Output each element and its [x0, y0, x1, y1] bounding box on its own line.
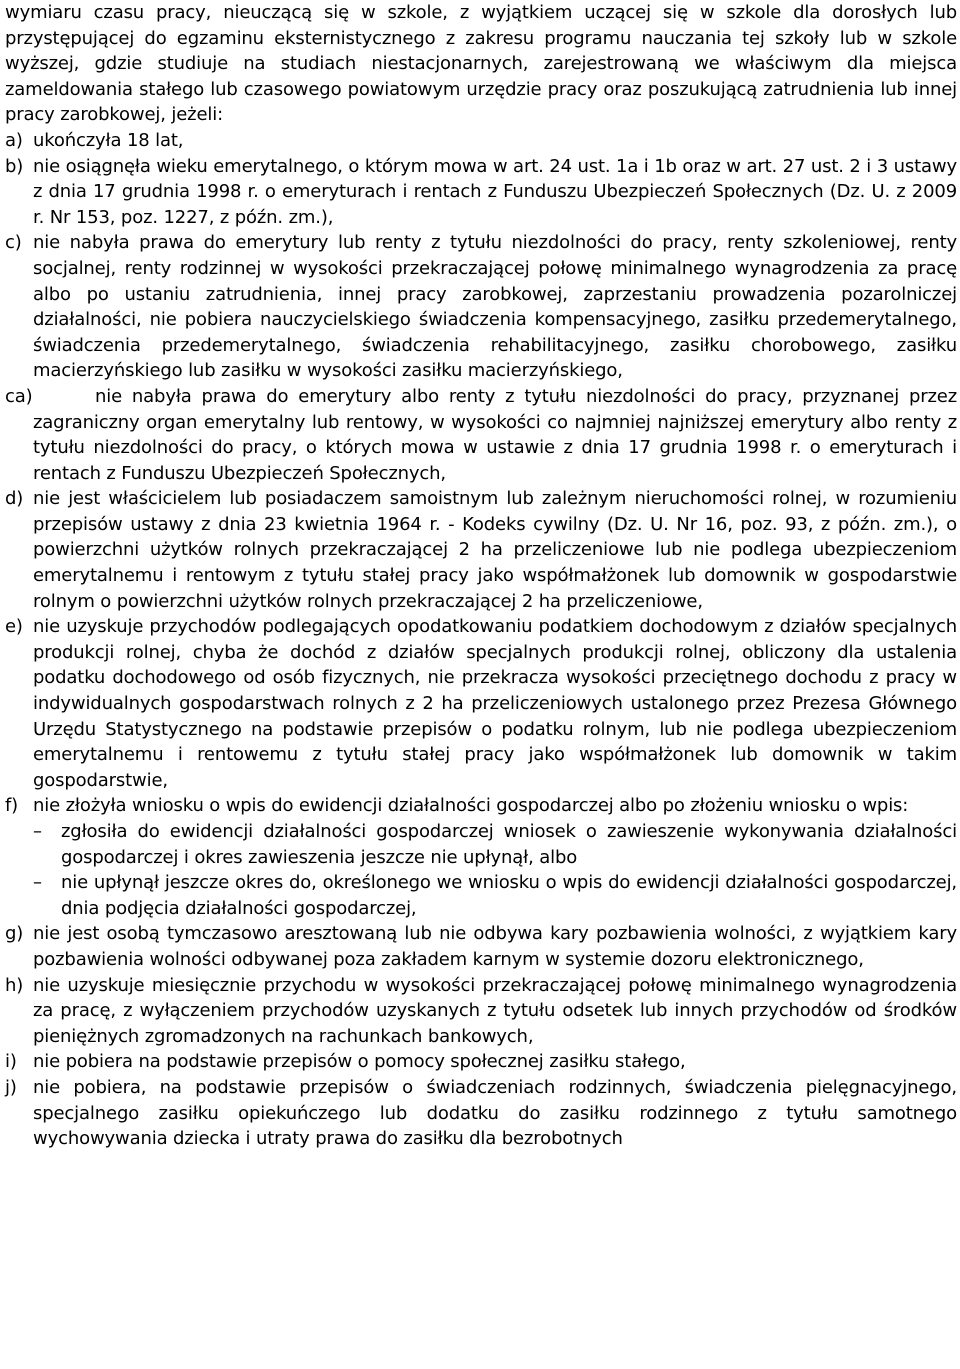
- list-item-a: [5, 128, 957, 154]
- item-label: ca): [5, 385, 33, 407]
- list-item-g: [5, 921, 957, 972]
- item-text: nie nabyła prawa do emerytury lub renty z tytułu niezdolności do pracy, renty szkoleniowej, renty socjalnej, renty rodzinnej w wysokości przekraczającej połowę minimalnego wynagrodzenia za pracę albo po ustaniu zatrudnienia, innej pracy zarobkowej, zaprzestaniu prowadzenia pozarolniczej działalności, nie pobiera nauczycielskiego świadczenia kompensacyjnego, zasiłku przedemerytalnego, świadczenia przedemerytalnego, świadczenia rehabilitacyjnego, zasiłku chorobowego, zasiłku macierzyńskiego lub zasiłku w wysokości zasiłku macierzyńskiego,: [33, 232, 957, 382]
- list-item-ca: [5, 384, 957, 486]
- list-item-j: [5, 1075, 957, 1152]
- list-item-h: [5, 973, 957, 1050]
- item-label: a): [5, 129, 23, 151]
- item-text: nie uzyskuje przychodów podlegających opodatkowaniu podatkiem dochodowym z działów specjalnych produkcji rolnej, chyba że dochód z działów specjalnych produkcji rolnej, obliczony dla ustalenia podatku dochodowego od osób fizycznych, nie przekracza wysokości przeciętnego dochodu z pracy w indywidualnych gospodarstwach rolnych z 2 ha przeliczeniowych ustalonego przez Prezesa Głównego Urzędu Statystycznego na podstawie przepisów o podatku rolnym, lub nie podlega ubezpieczeniom emerytalnemu i rentowemu z tytułu stałej pracy jako współmałżonek lub domownik w takim gospodarstwie,: [33, 616, 957, 791]
- sublist: [33, 819, 957, 921]
- list-item-b: [5, 154, 957, 231]
- item-label: b): [5, 155, 24, 177]
- dash-bullet: –: [33, 872, 42, 894]
- dash-bullet: –: [33, 821, 42, 842]
- item-text: nie złożyła wniosku o wpis do ewidencji działalności gospodarczej albo po złożeniu wniosku o wpis:: [33, 795, 909, 817]
- item-text: nie nabyła prawa do emerytury albo renty z tytułu niezdolności do pracy, przyznanej przez zagraniczny organ emerytalny lub rentowy, w wysokości co najmniej najniższej emerytury albo renty z tytułu niezdolności do pracy, o których mowa w ustawie z dnia 17 grudnia 1998 r. o emeryturach i rentach z Funduszu Ubezpieczeń Społecznych,: [33, 385, 957, 484]
- sublist-item: [33, 819, 957, 870]
- item-text: nie jest osobą tymczasowo aresztowaną lub nie odbywa kary pozbawienia wolności, z wyjątkiem kary pozbawienia wolności odbywanej poza zakładem karnym w systemie dozoru elektronicznego,: [33, 923, 957, 970]
- list-item-i: [5, 1049, 957, 1075]
- intro-paragraph: wymiaru czasu pracy, nieuczącą się w szkole, z wyjątkiem uczącej się w szkole dla dorosłych lub przystępującej do egzaminu eksternistycznego z zakresu programu nauczania tej szkoły lub w szkole wyższej, gdzie studiuje na studiach niestacjonarnych, zarejestrowaną we właściwym dla miejsca zameldowania stałego lub czasowego powiatowym urzędzie pracy oraz poszukującą zatrudnienia lub innej pracy zarobkowej, jeżeli:: [5, 2, 957, 126]
- list-item-e: [5, 614, 957, 793]
- list-item-c: [5, 230, 957, 384]
- item-text: nie osiągnęła wieku emerytalnego, o którym mowa w art. 24 ust. 1a i 1b oraz w art. 27 ust. 2 i 3 ustawy z dnia 17 grudnia 1998 r. o emeryturach i rentach z Funduszu Ubezpieczeń Społecznych (Dz. U. z 2009 r. Nr 153, poz. 1227, z późn. zm.),: [33, 155, 957, 228]
- item-text: nie jest właścicielem lub posiadaczem samoistnym lub zależnym nieruchomości rolnej, w rozumieniu przepisów ustawy z dnia 23 kwietnia 1964 r. - Kodeks cywilny (Dz. U. Nr 16, poz. 93, z późn. zm.), o powierzchni użytków rolnych przekraczającej 2 ha przeliczeniowe lub nie podlega ubezpieczeniom emerytalnemu i rentowym z tytułu stałej pracy jako współmałżonek lub domownik w gospodarstwie rolnym o powierzchni użytków rolnych przekraczającej 2 ha przeliczeniowe,: [33, 488, 957, 612]
- item-text: nie pobiera na podstawie przepisów o pomocy społecznej zasiłku stałego,: [33, 1051, 686, 1073]
- item-text: nie pobiera, na podstawie przepisów o świadczeniach rodzinnych, świadczenia pielęgnacyjnego, specjalnego zasiłku opiekuńczego lub dodatku do zasiłku rodzinnego z tytułu samotnego wychowywania dziecka i utraty prawa do zasiłku dla bezrobotnych: [33, 1076, 957, 1150]
- item-label: e): [5, 616, 23, 638]
- item-label: f): [5, 795, 19, 817]
- item-label: c): [5, 232, 22, 254]
- item-body: [33, 793, 957, 921]
- item-text: ukończyła 18 lat,: [33, 129, 184, 151]
- sublist-item-text: nie upłynął jeszcze okres do, określonego we wniosku o wpis do ewidencji działalności gospodarczej, dnia podjęcia działalności gospodarczej,: [61, 872, 957, 919]
- list-item-f: [5, 793, 957, 921]
- sublist-item-text: zgłosiła do ewidencji działalności gospodarczej wniosek o zawieszenie wykonywania działalności gospodarczej i okres zawieszenia jeszcze nie upłynął, albo: [61, 821, 957, 868]
- item-label: g): [5, 923, 24, 945]
- item-label: j): [5, 1076, 17, 1098]
- sublist-item: [33, 870, 957, 921]
- item-label: d): [5, 488, 24, 510]
- item-text: nie uzyskuje miesięcznie przychodu w wysokości przekraczającej połowę minimalnego wynagrodzenia za pracę, z wyłączeniem przychodów uzyskanych z tytułu odsetek lub innych przychodów od środków pieniężnych zgromadzonych na rachunkach bankowych,: [33, 974, 957, 1047]
- item-label: h): [5, 974, 24, 996]
- document-page: [5, 0, 957, 1152]
- item-label: i): [5, 1051, 17, 1073]
- list-item-d: [5, 486, 957, 614]
